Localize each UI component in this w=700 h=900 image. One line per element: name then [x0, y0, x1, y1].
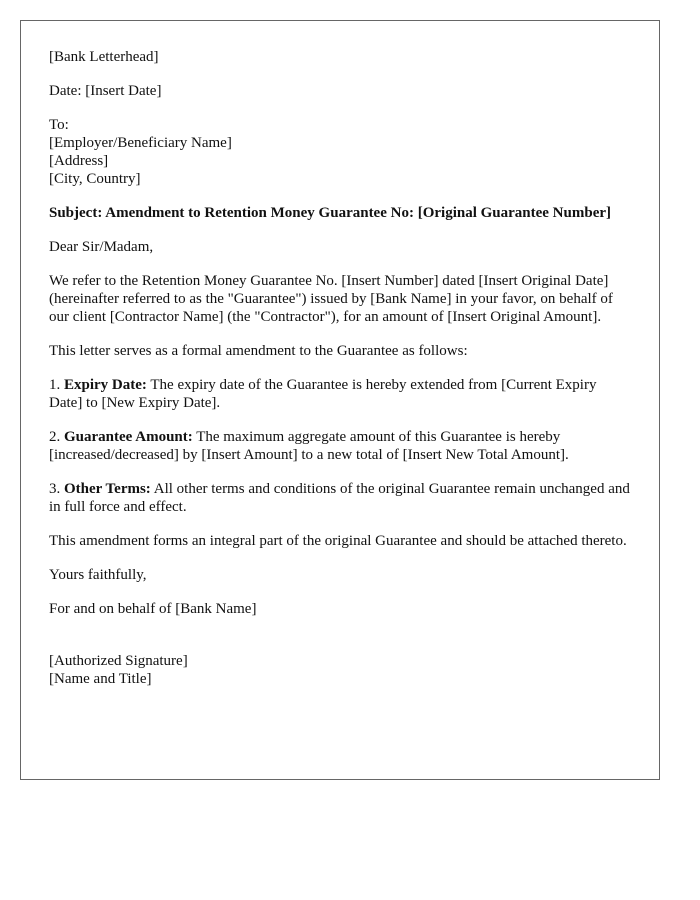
item-number: 1. — [49, 377, 61, 393]
recipient-address: [Address] — [49, 153, 109, 169]
recipient-to-label: To: — [49, 117, 69, 133]
amendment-item-expiry — [49, 376, 631, 412]
subject-line: Subject: Amendment to Retention Money Guarantee No: [Original Guarantee Number] — [49, 205, 612, 221]
item-text: The expiry date of the Guarantee is hereby extended from [Current Expiry Date] to [New Expiry Date]. — [49, 377, 597, 411]
authorized-signature: [Authorized Signature] — [49, 653, 188, 669]
letter-page — [20, 20, 660, 780]
item-text: The maximum aggregate amount of this Guarantee is hereby [increased/decreased] by [Insert Amount] to a new total of [Insert New Total Amount]. — [49, 429, 569, 463]
on-behalf-line: For and on behalf of [Bank Name] — [49, 601, 257, 617]
amendment-item-amount — [49, 428, 631, 464]
signature-gap — [49, 634, 631, 652]
date-line: Date: [Insert Date] — [49, 83, 162, 99]
signature-block — [49, 652, 631, 688]
amendment-item-other-terms — [49, 480, 631, 516]
item-heading: Guarantee Amount: — [64, 429, 193, 445]
item-heading: Expiry Date: — [64, 377, 147, 393]
closing-paragraph: This amendment forms an integral part of the original Guarantee and should be attached thereto. — [49, 533, 627, 549]
bank-letterhead: [Bank Letterhead] — [49, 49, 159, 65]
item-heading: Other Terms: — [64, 481, 151, 497]
item-number: 3. — [49, 481, 61, 497]
recipient-name: [Employer/Beneficiary Name] — [49, 135, 232, 151]
recipient-block — [49, 116, 631, 188]
valediction: Yours faithfully, — [49, 567, 147, 583]
amendment-intro: This letter serves as a formal amendment to the Guarantee as follows: — [49, 343, 468, 359]
recipient-city-country: [City, Country] — [49, 171, 141, 187]
item-text: All other terms and conditions of the original Guarantee remain unchanged and in full force and effect. — [49, 481, 630, 515]
signatory-name-title: [Name and Title] — [49, 671, 152, 687]
item-number: 2. — [49, 429, 61, 445]
intro-paragraph: We refer to the Retention Money Guarantee No. [Insert Number] dated [Insert Original Date] (hereinafter referred to as the "Guarantee") issued by [Bank Name] in your favor, on behalf of our client [Contractor Name] (the "Contractor"), for an amount of [Insert Original Amount]. — [49, 273, 613, 325]
salutation: Dear Sir/Madam, — [49, 239, 154, 255]
